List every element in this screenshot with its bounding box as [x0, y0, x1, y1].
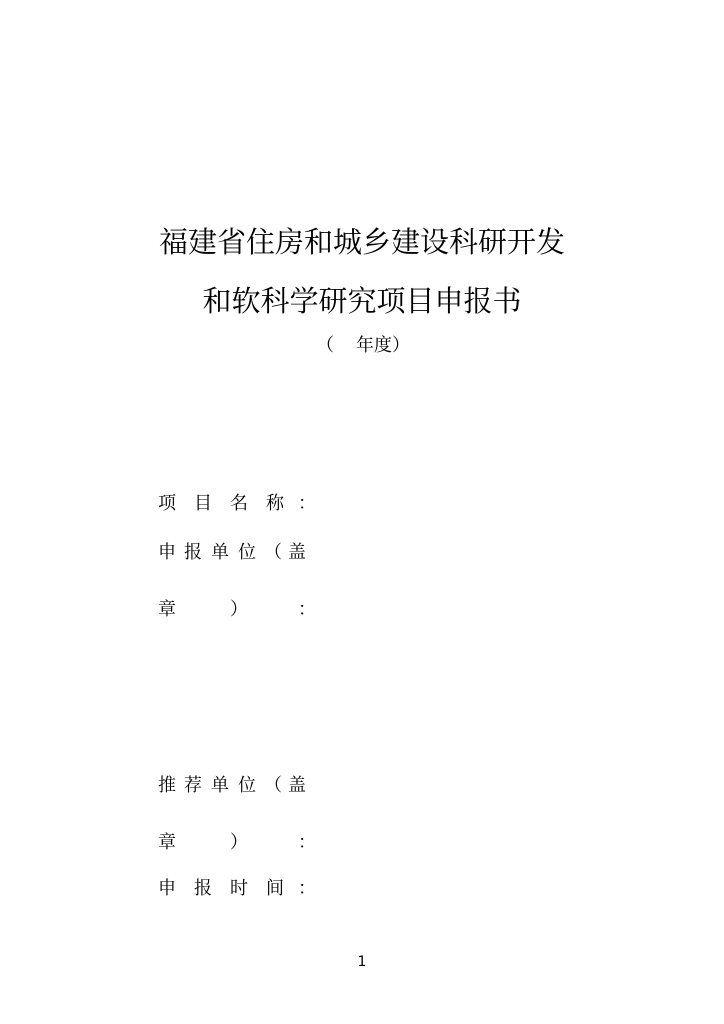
project-name-char: 称 — [266, 493, 284, 514]
applicant-char: （ — [264, 542, 282, 563]
project-name-char: 项 — [158, 493, 176, 514]
recommender-char: 盖 — [288, 775, 306, 796]
recommender-colon: ： — [298, 832, 316, 853]
year-open-paren: （ — [316, 335, 334, 356]
recommender-char: 章 — [158, 832, 176, 853]
applicant-field-line-2 — [158, 597, 328, 623]
document-title-line-1: 福建省住房和城乡建设科研开发 — [158, 225, 565, 259]
applicant-char: ） — [230, 599, 248, 620]
recommender-char: 位 — [238, 775, 256, 796]
apply-time-char: 间 — [266, 878, 284, 899]
recommender-char: ） — [230, 832, 248, 853]
apply-time-char: 时 — [230, 878, 248, 899]
applicant-char: 报 — [184, 542, 202, 563]
project-name-char: 名 — [230, 493, 248, 514]
applicant-colon: ： — [298, 599, 316, 620]
applicant-field-line-1 — [158, 540, 328, 566]
recommender-char: （ — [264, 775, 282, 796]
document-title-line-2: 和软科学研究项目申报书 — [202, 284, 522, 318]
apply-time-char: 报 — [194, 878, 212, 899]
apply-time-char: 申 — [158, 878, 176, 899]
project-name-char: 目 — [194, 493, 212, 514]
recommender-field-line-2 — [158, 830, 328, 856]
year-label: 年度） — [356, 335, 410, 356]
applicant-char: 申 — [158, 542, 176, 563]
applicant-char: 单 — [211, 542, 229, 563]
recommender-char: 荐 — [184, 775, 202, 796]
recommender-field-line-1 — [158, 773, 328, 799]
apply-time-colon: ： — [298, 878, 316, 899]
applicant-char: 位 — [238, 542, 256, 563]
page-number: 1 — [357, 954, 367, 970]
project-name-field — [158, 491, 328, 517]
project-name-colon: ： — [298, 493, 316, 514]
apply-time-field — [158, 876, 328, 902]
applicant-char: 盖 — [288, 542, 306, 563]
recommender-char: 推 — [158, 775, 176, 796]
applicant-char: 章 — [158, 599, 176, 620]
recommender-char: 单 — [211, 775, 229, 796]
